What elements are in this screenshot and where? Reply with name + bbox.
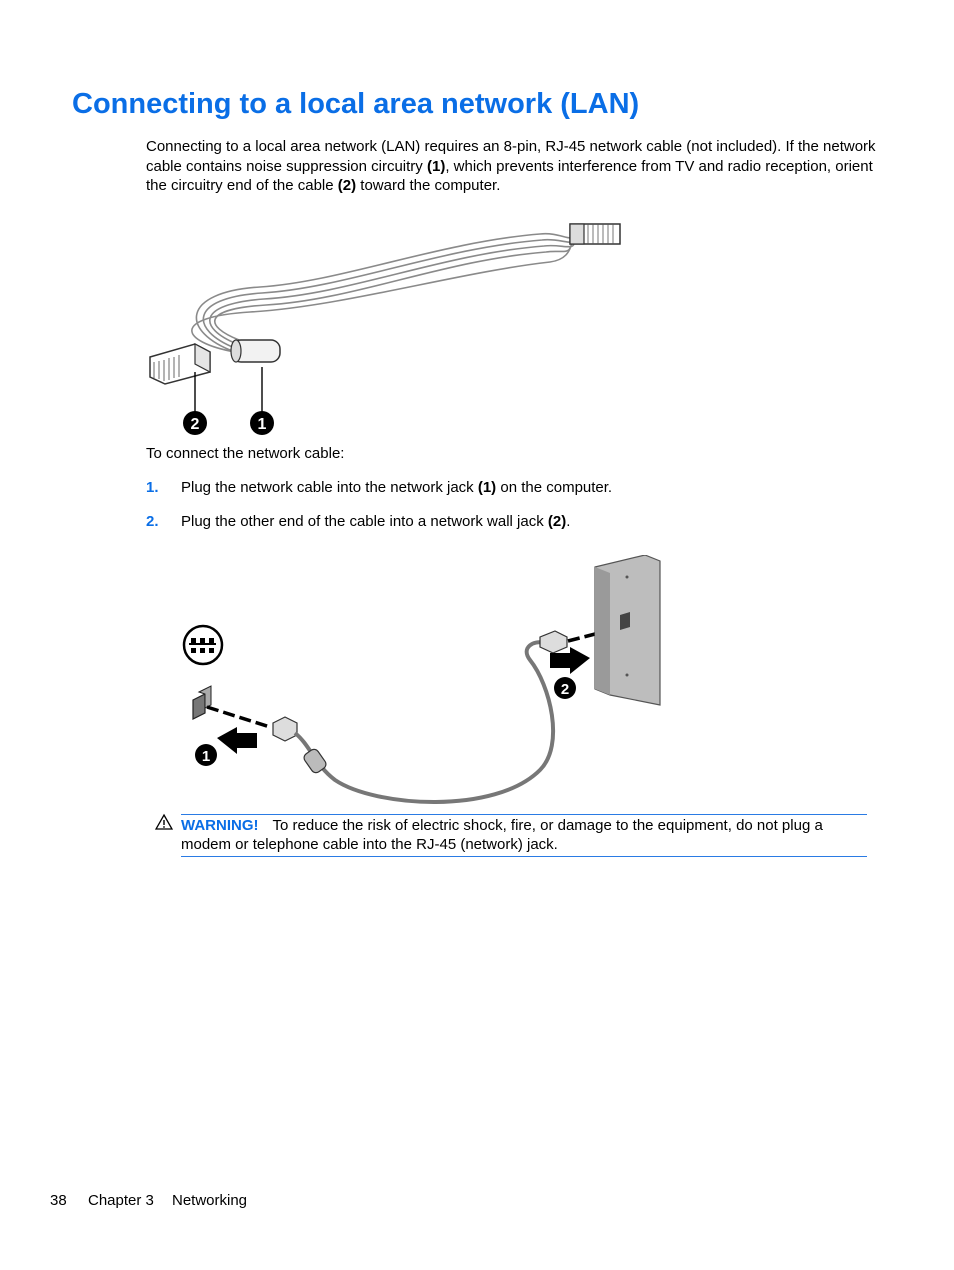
footer-section: Networking <box>172 1192 248 1209</box>
svg-text:1: 1 <box>257 416 267 433</box>
warning-triangle-icon <box>155 813 173 831</box>
step-number: 2. <box>146 513 159 530</box>
step-text: Plug the network cable into the network jack (1) on the computer. <box>181 479 613 496</box>
callout-1-badge <box>250 411 274 435</box>
warning-text: To reduce the risk of electric shock, fire, or damage to the equipment, do not plug a modem or telephone cable into the RJ-45 (network) jack. <box>181 817 823 854</box>
network-icon <box>184 626 222 664</box>
intro-paragraph: Connecting to a local area network (LAN) requires an 8-pin, RJ-45 network cable (not included). If the network cable contains noise suppression circuitry (1), which prevents interference from TV and radio reception, orient the circuitry end of the cable (2) toward the computer. <box>146 138 876 195</box>
svg-text:2: 2 <box>190 416 200 433</box>
svg-text:2: 2 <box>560 681 570 698</box>
footer-chapter: Chapter 3 <box>88 1192 154 1209</box>
warning-label: WARNING! <box>181 817 259 834</box>
warning-box <box>181 814 867 857</box>
page-number: 38 <box>50 1192 67 1209</box>
svg-text:1: 1 <box>201 748 211 765</box>
callout-2-badge <box>183 411 207 435</box>
callout-1-badge <box>195 744 217 766</box>
network-cable-illustration <box>140 212 640 442</box>
instructions-lead: To connect the network cable: <box>146 445 345 462</box>
step-number: 1. <box>146 479 159 496</box>
page-title: Connecting to a local area network (LAN) <box>72 88 640 120</box>
step-text: Plug the other end of the cable into a network wall jack (2). <box>181 513 571 530</box>
cable-connection-illustration <box>175 555 675 810</box>
callout-2-badge <box>554 677 576 699</box>
